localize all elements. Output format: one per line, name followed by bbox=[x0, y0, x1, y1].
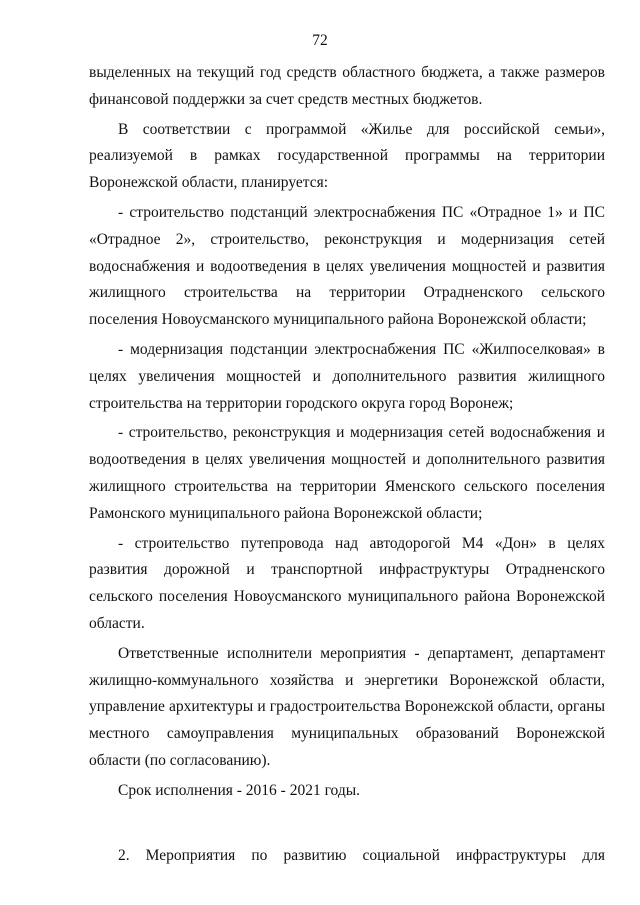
list-item-otradnoe-substations: - строительство подстанций электроснабжения ПС «Отрадное 1» и ПС «Отрадное 2», строительство, реконструкция и модернизация сетей водоснабжения и водоотведения в целях увеличения мощностей и развития жилищного строительства на территории Отрадненского сельского поселения Новоусманского муниципального района Воронежской области; bbox=[89, 203, 605, 329]
list-item-m4-overpass: - строительство путепровода над автодорогой М4 «Дон» в целях развития дорожной и транспортной инфраструктуры Отрадненского сельского поселения Новоусманского муниципального района Воронежской области. bbox=[89, 534, 605, 632]
heading-word: социальной bbox=[362, 846, 440, 864]
section-heading bbox=[89, 843, 605, 870]
heading-word: для bbox=[582, 846, 605, 864]
heading-word: по bbox=[251, 846, 268, 864]
document-body bbox=[89, 60, 605, 869]
heading-word: развитию bbox=[283, 846, 347, 864]
paragraph-deadline: Срок исполнения - 2016 - 2021 годы. bbox=[118, 781, 361, 799]
paragraph-budget-continuation: выделенных на текущий год средств областного бюджета, а также размеров финансовой поддержки за счет средств местных бюджетов. bbox=[89, 64, 605, 108]
list-item-yamenskoe-water-networks: - строительство, реконструкция и модернизация сетей водоснабжения и водоотведения в целях увеличения мощностей и дополнительного развития жилищного строительства на территории Яменского сельского поселения Рамонского муниципального района Воронежской области; bbox=[89, 424, 605, 522]
heading-word: 2. bbox=[118, 846, 130, 864]
page-number: 72 bbox=[312, 32, 328, 49]
paragraph-program-intro: В соответствии с программой «Жилье для российской семьи», реализуемой в рамках государственной программы на территории Воронежской области, планируется: bbox=[89, 120, 605, 192]
list-item-zhilposelkovaya-substation: - модернизация подстанции электроснабжения ПС «Жилпоселковая» в целях увеличения мощностей и дополнительного развития жилищного строительства на территории городского округа город Воронеж; bbox=[89, 340, 605, 412]
heading-word: Мероприятия bbox=[145, 846, 236, 864]
paragraph-responsible-executors: Ответственные исполнители мероприятия - департамент, департамент жилищно-коммунального хозяйства и энергетики Воронежской области, управление архитектуры и градостроительства Воронежской области, органы местного самоуправления муниципальных образований Воронежской области (по согласованию). bbox=[89, 644, 605, 769]
heading-word: инфраструктуры bbox=[455, 846, 567, 864]
